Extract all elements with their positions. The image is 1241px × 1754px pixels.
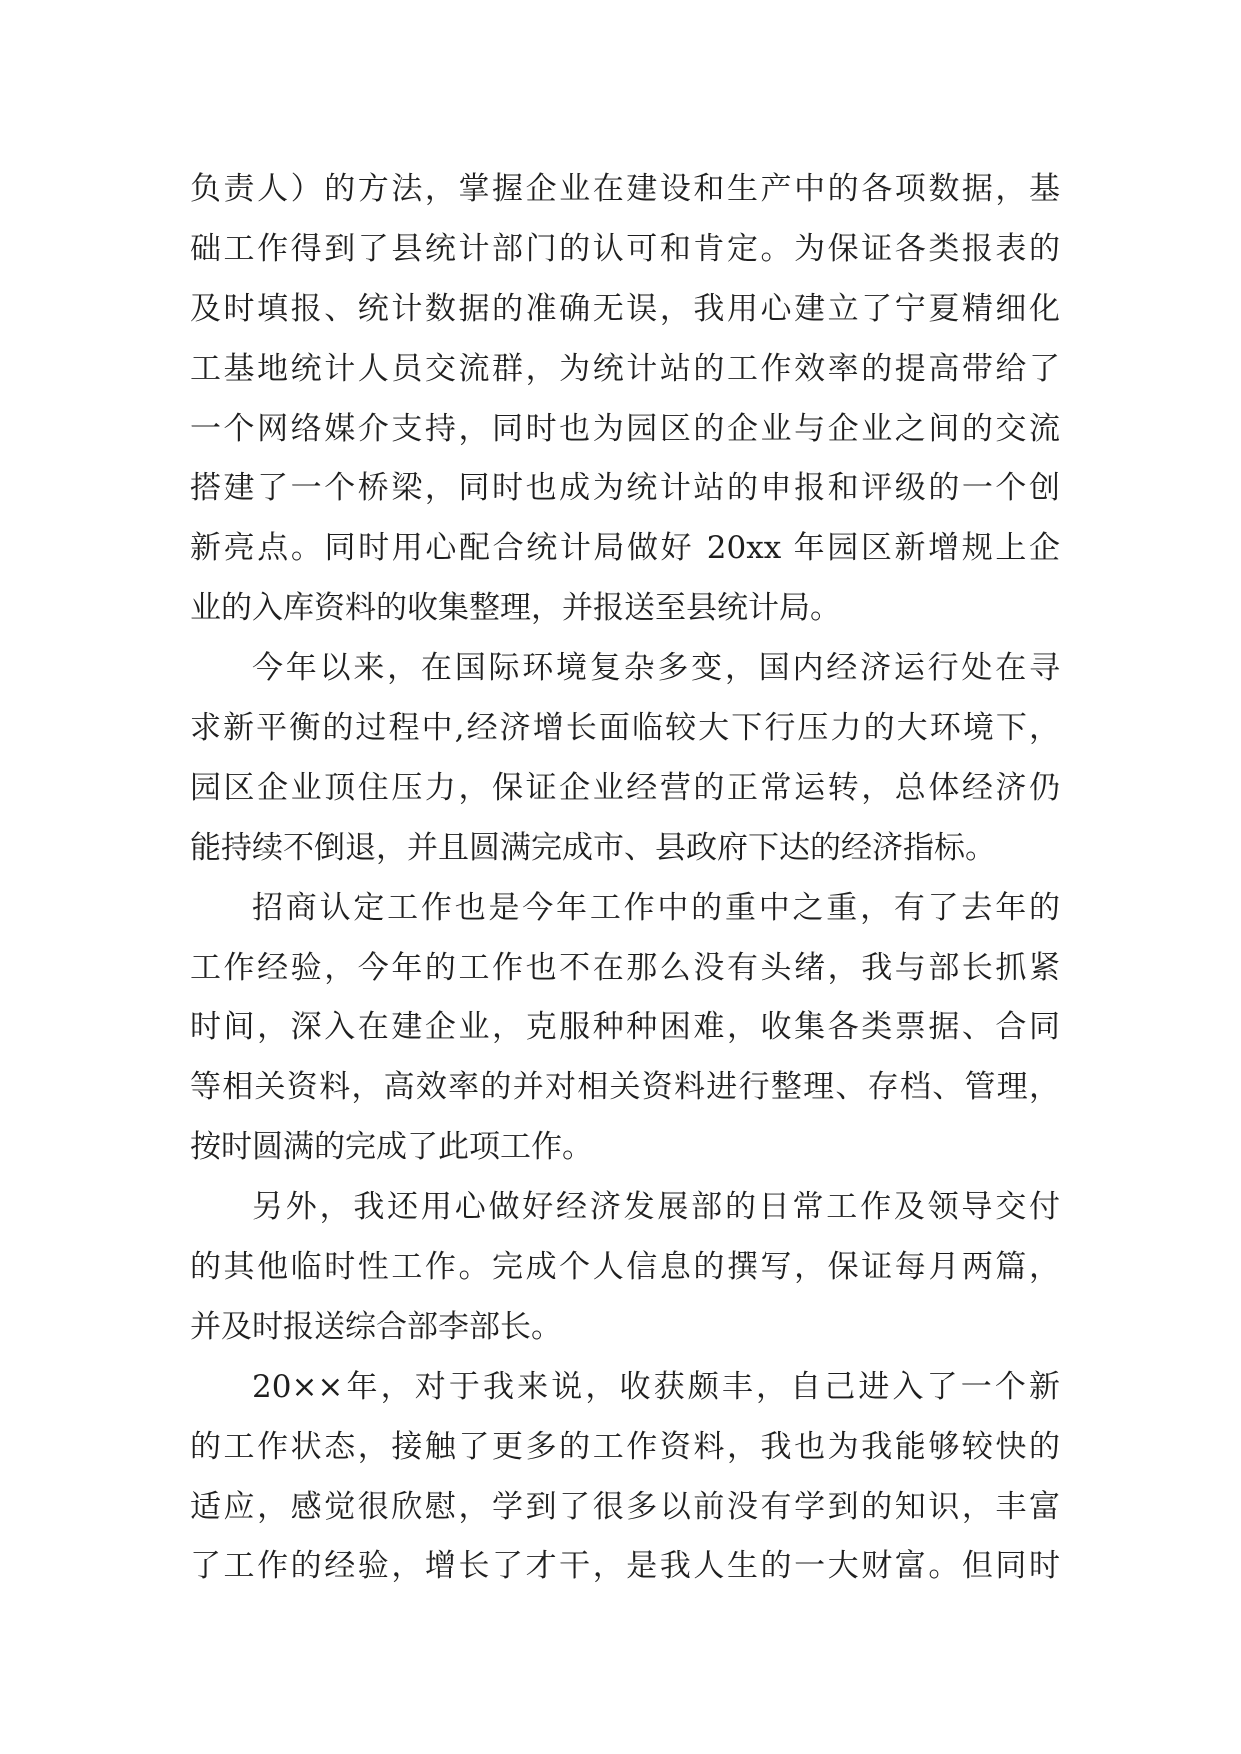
text-line: 能持续不倒退，并且圆满完成市、县政府下达的经济指标。 [190,829,996,866]
paragraph-start-line: 今年以来，在国际环境复杂多变，国内经济运行处在寻 [252,650,1060,687]
text-line: 的其他临时性工作。完成个人信息的撰写，保证每月两篇， [190,1249,1060,1286]
text-line: 工基地统计人员交流群，为统计站的工作效率的提高带给了 [190,350,1060,387]
text-line: 及时填报、统计数据的准确无误，我用心建立了宁夏精细化 [190,290,1060,327]
body-text [190,160,1060,1597]
text-line: 等相关资料，高效率的并对相关资料进行整理、存档、管理， [190,1069,1060,1106]
text-line: 工作经验，今年的工作也不在那么没有头绪，我与部长抓紧 [190,949,1060,986]
text-line: 时间，深入在建企业，克服种种困难，收集各类票据、合同 [190,1009,1060,1046]
text-line: 新亮点。同时用心配合统计局做好 20xx 年园区新增规上企 [190,530,1060,567]
text-line: 按时圆满的完成了此项工作。 [190,1129,593,1166]
text-line: 了工作的经验，增长了才干，是我人生的一大财富。但同时 [190,1548,1060,1585]
text-line: 园区企业顶住压力，保证企业经营的正常运转，总体经济仍 [190,769,1060,806]
text-line: 负责人）的方法，掌握企业在建设和生产中的各项数据，基 [190,171,1060,207]
text-line: 搭建了一个桥梁，同时也成为统计站的申报和评级的一个创 [190,470,1060,507]
text-line: 适应，感觉很欣慰，学到了很多以前没有学到的知识，丰富 [190,1488,1060,1525]
text-line: 的工作状态，接触了更多的工作资料，我也为我能够较快的 [190,1428,1060,1465]
paragraph-start-line: 20××年，对于我来说，收获颇丰，自己进入了一个新 [252,1368,1060,1405]
text-line: 并及时报送综合部李部长。 [190,1308,562,1345]
paragraph-start-line: 招商认定工作也是今年工作中的重中之重，有了去年的 [252,889,1060,926]
paragraph-start-line: 另外，我还用心做好经济发展部的日常工作及领导交付 [252,1189,1060,1226]
text-line: 业的入库资料的收集整理，并报送至县统计局。 [190,590,841,627]
text-line: 一个网络媒介支持，同时也为园区的企业与企业之间的交流 [190,410,1060,447]
text-line: 求新平衡的过程中,经济增长面临较大下行压力的大环境下， [190,710,1060,747]
text-line: 础工作得到了县统计部门的认可和肯定。为保证各类报表的 [190,230,1060,267]
